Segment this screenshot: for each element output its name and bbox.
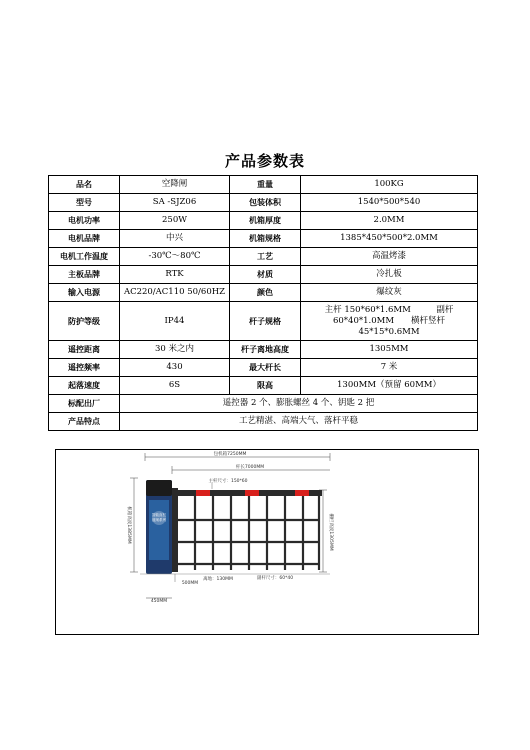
spec-key: 遥控频率	[49, 359, 120, 377]
spec-key: 防护等级	[49, 302, 120, 341]
pole-reflector-1	[196, 490, 210, 496]
spec-key: 最大杆长	[230, 359, 301, 377]
spec-value: 1300MM（预留 60MM）	[301, 377, 478, 395]
spec-key: 电机工作温度	[49, 248, 120, 266]
spec-value: 7 米	[301, 359, 478, 377]
spec-key: 杆子离地高度	[230, 341, 301, 359]
spec-value: 工艺精湛、高端大气、落杆平稳	[120, 413, 478, 431]
dim-width-label: 450MM	[150, 599, 168, 604]
spec-row	[49, 176, 478, 194]
spec-value: 冷扎板	[301, 266, 478, 284]
spec-key: 工艺	[230, 248, 301, 266]
spec-row	[49, 212, 478, 230]
spec-key: 机箱规格	[230, 230, 301, 248]
cabinet-text-2: 道闸系列	[152, 518, 166, 522]
dim-base-label: 500MM	[181, 581, 199, 586]
spec-row	[49, 248, 478, 266]
spec-row	[49, 266, 478, 284]
spec-value: 2.0MM	[301, 212, 478, 230]
spec-key: 起落速度	[49, 377, 120, 395]
spec-value: -30℃～80℃	[120, 248, 230, 266]
spec-key: 材质	[230, 266, 301, 284]
spec-key: 品名	[49, 176, 120, 194]
spec-key: 杆子规格	[230, 302, 301, 341]
pole-reflector-3	[295, 490, 309, 496]
spec-value: 遥控器 2 个、膨胀螺丝 4 个、钥匙 2 把	[120, 395, 478, 413]
dim-total-label: 包机箱7250MM	[213, 452, 247, 457]
spec-key: 型号	[49, 194, 120, 212]
ground-clearance-label: 离地：130MM	[203, 577, 233, 582]
spec-key: 重量	[230, 176, 301, 194]
spec-value: 6S	[120, 377, 230, 395]
dim-right-height-label: 栅栏高度1305MM	[328, 513, 333, 551]
spec-row	[49, 341, 478, 359]
spec-value: 30 米之内	[120, 341, 230, 359]
spec-wide-row	[49, 413, 478, 431]
pole-reflector-2	[245, 490, 259, 496]
spec-value: 高温烤漆	[301, 248, 478, 266]
spec-key: 电机功率	[49, 212, 120, 230]
spec-value: 爆纹灰	[301, 284, 478, 302]
spec-key: 标配出厂	[49, 395, 120, 413]
spec-value: 430	[120, 359, 230, 377]
spec-key: 主板品牌	[49, 266, 120, 284]
spec-value-line: 主杆 150*60*1.6MM 副杆	[324, 304, 454, 315]
spec-key: 机箱厚度	[230, 212, 301, 230]
spec-value: RTK	[120, 266, 230, 284]
page-title: 产品参数表	[224, 152, 305, 170]
spec-value: 中兴	[120, 230, 230, 248]
cabinet-panel	[149, 500, 169, 560]
dim-left-height-label: 机箱高度1385MM	[126, 506, 131, 544]
spec-value	[301, 302, 478, 341]
spec-value: 1540*500*540	[301, 194, 478, 212]
spec-row	[49, 359, 478, 377]
spec-key: 包装体积	[230, 194, 301, 212]
spec-wide-row	[49, 395, 478, 413]
spec-key: 产品特点	[49, 413, 120, 431]
cabinet-text-1: 智能直栏	[152, 513, 166, 517]
cabinet-top	[146, 480, 172, 496]
spec-key: 颜色	[230, 284, 301, 302]
spec-table	[48, 175, 478, 431]
spec-value: 1385*450*500*2.0MM	[301, 230, 478, 248]
spec-key: 电机品牌	[49, 230, 120, 248]
cabinet-arm	[172, 488, 178, 572]
dim-pole-label: 杆长7000MM	[235, 465, 265, 470]
spec-value: IP44	[120, 302, 230, 341]
spec-key: 遥控距离	[49, 341, 120, 359]
spec-value: 1305MM	[301, 341, 478, 359]
sub-pole-label: 副杆尺寸：60*40	[256, 576, 294, 581]
spec-row	[49, 230, 478, 248]
main-pole-label: 主杆尺寸：150*60	[208, 479, 248, 484]
spec-value: 250W	[120, 212, 230, 230]
spec-value: SA -SJZ06	[120, 194, 230, 212]
spec-value-line: 45*15*0.6MM	[358, 326, 420, 337]
spec-row	[49, 194, 478, 212]
spec-key: 限高	[230, 377, 301, 395]
spec-row	[49, 377, 478, 395]
fence-grid	[178, 496, 320, 570]
diagram-frame-bottom	[55, 634, 478, 635]
barrier-diagram	[120, 450, 340, 610]
spec-value: AC220/AC110 50/60HZ	[120, 284, 230, 302]
spec-value: 100KG	[301, 176, 478, 194]
spec-row	[49, 302, 478, 341]
spec-key: 输入电源	[49, 284, 120, 302]
spec-value: 空降闸	[120, 176, 230, 194]
spec-row	[49, 284, 478, 302]
spec-value-line: 60*40*1.0MM 横杆竖杆	[332, 315, 446, 326]
